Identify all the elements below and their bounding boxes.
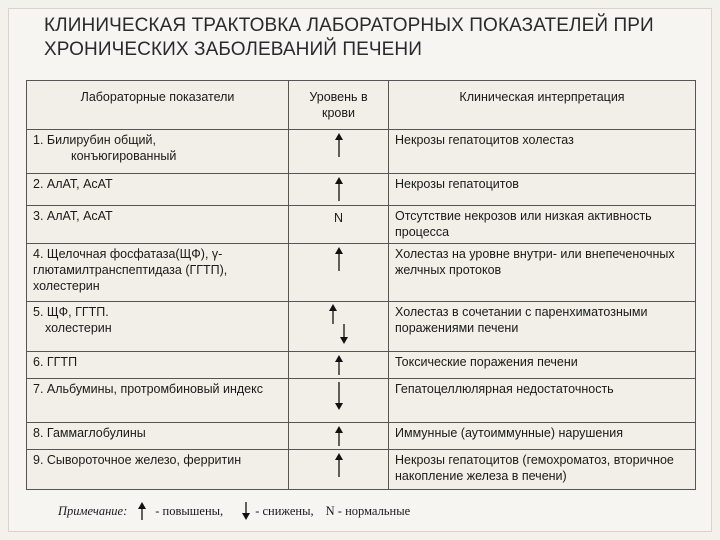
level-cell: N xyxy=(289,206,389,244)
header-indicators: Лабораторные показатели xyxy=(27,81,289,130)
interpretation-cell: Некрозы гепатоцитов (гемохроматоз, вторичное накопление железа в печени) xyxy=(389,450,696,490)
level-cell xyxy=(289,244,389,302)
note-normal-text: N - нормальные xyxy=(325,503,411,518)
indicator-cell: 9. Сывороточное железо, ферритин xyxy=(27,450,289,490)
interpretation-cell: Отсутствие некрозов или низкая активность процесса xyxy=(389,206,696,244)
arrow-up-icon xyxy=(137,501,147,521)
page-title: КЛИНИЧЕСКАЯ ТРАКТОВКА ЛАБОРАТОРНЫХ ПОКАЗАТЕЛЕЙ ПРИ ХРОНИЧЕСКИХ ЗАБОЛЕВАНИЙ ПЕЧЕНИ xyxy=(44,15,654,60)
level-cell xyxy=(289,450,389,490)
lab-table xyxy=(26,80,696,490)
interpretation-cell: Некрозы гепатоцитов холестаз xyxy=(389,130,696,174)
legend-note xyxy=(58,501,410,521)
indicator-cell: 8. Гаммаглобулины xyxy=(27,423,289,450)
table-row xyxy=(27,130,696,174)
indicator-cell: 4. Щелочная фосфатаза(ЩФ), γ-глютамилтранспептидаза (ГГТП), холестерин xyxy=(27,244,289,302)
table-row xyxy=(27,206,696,244)
header-interpretation: Клиническая интерпретация xyxy=(389,81,696,130)
arrow-down-icon xyxy=(241,501,251,521)
indicator-text: 3. АлАТ, АсАТ xyxy=(33,209,113,223)
interpretation-cell: Холестаз в сочетании с паренхиматозными поражениями печени xyxy=(389,302,696,352)
interpretation-cell: Токсические поражения печени xyxy=(389,352,696,379)
arrow-down-icon xyxy=(334,381,344,411)
table-row xyxy=(27,302,696,352)
table-row xyxy=(27,423,696,450)
table-row xyxy=(27,379,696,423)
indicator-text: 1. Билирубин общий, xyxy=(33,133,156,147)
note-down-text: - снижены, xyxy=(255,503,314,518)
indicator-cell: 7. Альбумины, протромбиновый индекс xyxy=(27,379,289,423)
header-level: Уровень в крови xyxy=(289,81,389,130)
indicator-cell: 6. ГГТП xyxy=(27,352,289,379)
interpretation-cell: Гепатоцеллюлярная недостаточность xyxy=(389,379,696,423)
arrow-up-icon xyxy=(334,176,344,202)
level-cell xyxy=(289,130,389,174)
table-header-row xyxy=(27,81,696,130)
level-cell xyxy=(289,302,389,352)
level-cell xyxy=(289,352,389,379)
indicator-cell xyxy=(27,130,289,174)
level-cell xyxy=(289,423,389,450)
note-label: Примечание: xyxy=(58,503,128,518)
arrow-up-icon xyxy=(334,132,344,158)
level-cell xyxy=(289,379,389,423)
arrow-up-icon xyxy=(334,425,344,447)
indicator-cell xyxy=(27,302,289,352)
indicator-text-continued: конъюгированный xyxy=(71,149,177,163)
interpretation-cell: Холестаз на уровне внутри- или внепеченочных желчных протоков xyxy=(389,244,696,302)
table-row xyxy=(27,352,696,379)
interpretation-cell: Некрозы гепатоцитов xyxy=(389,174,696,206)
note-up-text: - повышены, xyxy=(155,503,224,518)
level-cell xyxy=(289,174,389,206)
indicator-cell xyxy=(27,206,289,244)
indicator-cell xyxy=(27,174,289,206)
indicator-text: 5. ЩФ, ГГТП. xyxy=(33,305,109,319)
indicator-text-continued: холестерин xyxy=(45,321,112,335)
table-row xyxy=(27,244,696,302)
indicator-text: 2. АлАТ, АсАТ xyxy=(33,177,113,191)
interpretation-cell: Иммунные (аутоиммунные) нарушения xyxy=(389,423,696,450)
table-row xyxy=(27,450,696,490)
arrow-up-icon xyxy=(334,452,344,478)
table-row xyxy=(27,174,696,206)
arrow-up-down-icon xyxy=(327,304,351,344)
arrow-up-icon xyxy=(334,246,344,272)
arrow-up-icon xyxy=(334,354,344,376)
